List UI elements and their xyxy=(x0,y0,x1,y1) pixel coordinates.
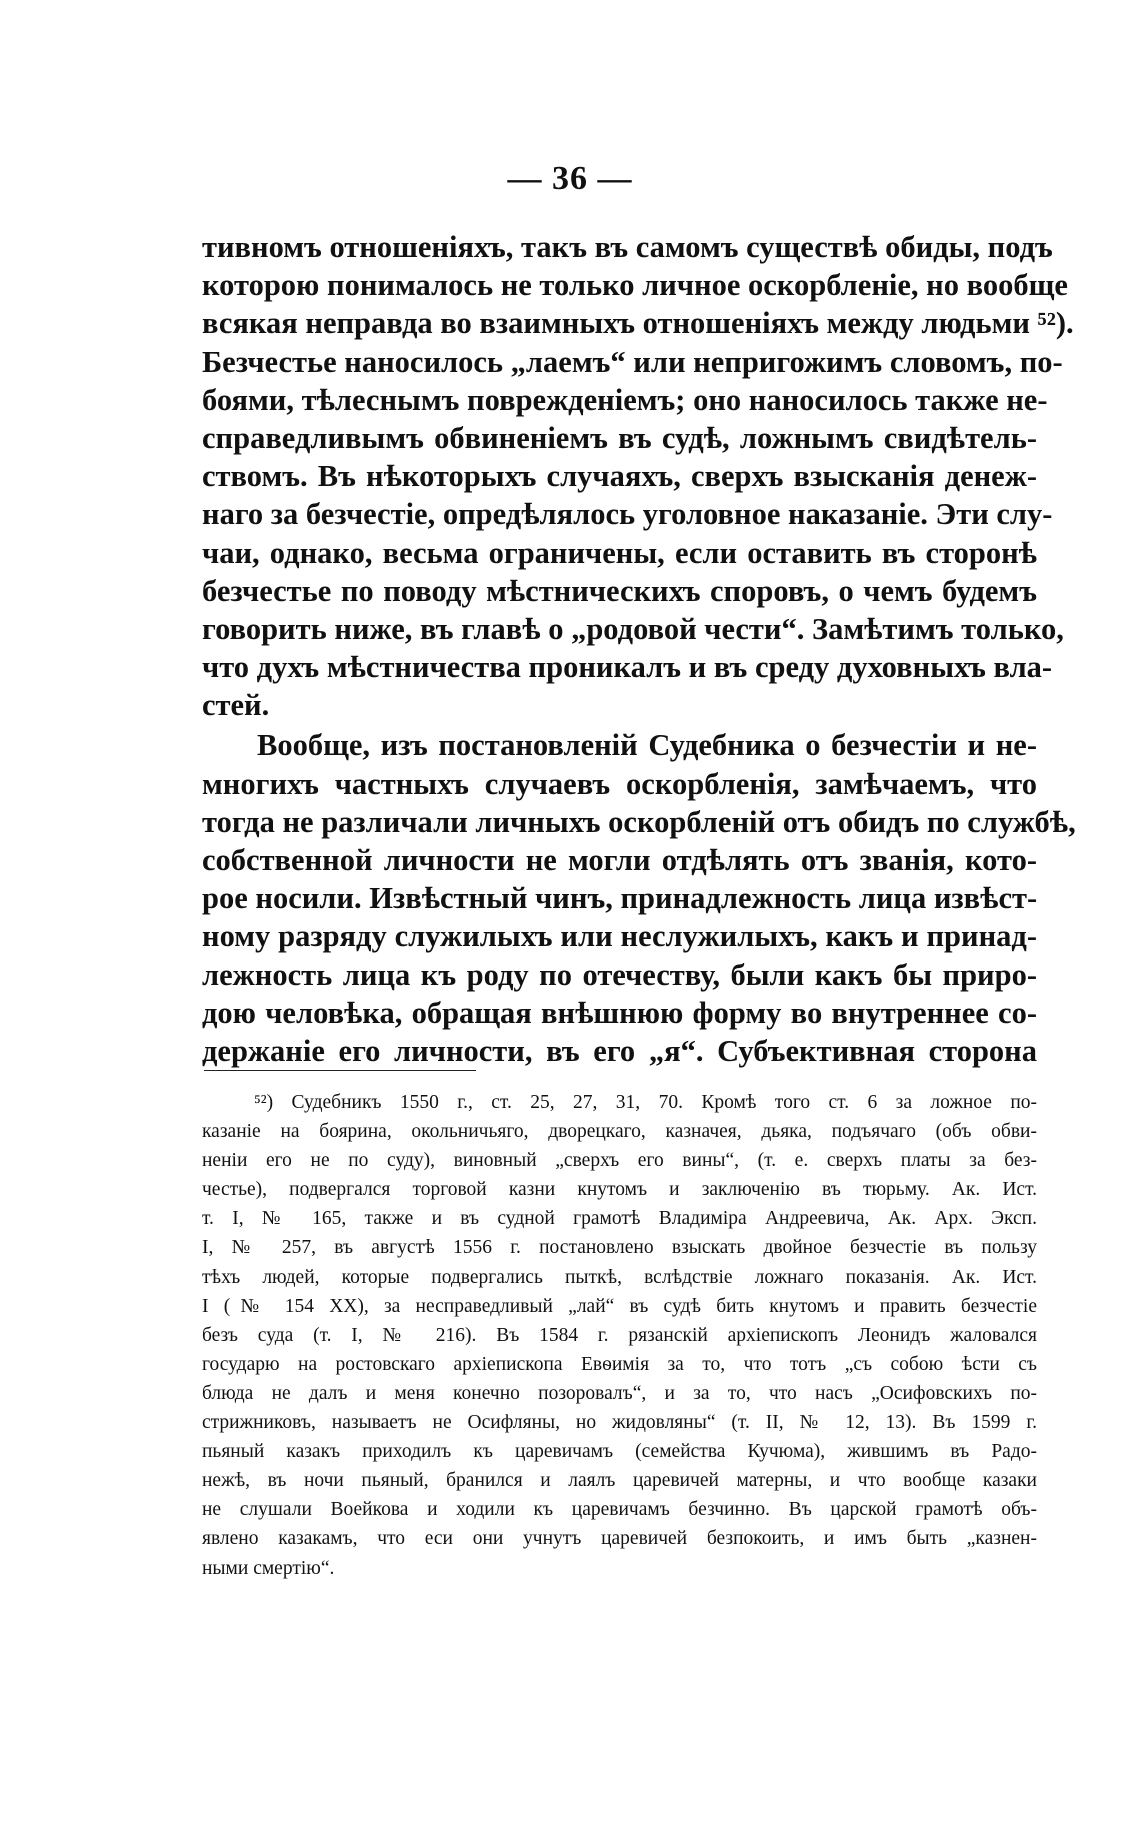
footnote-line: пьяный казакъ приходилъ къ царевичамъ (семейства Кучюма), жившимъ въ Радо- xyxy=(202,1441,1037,1463)
footnote-line: честье), подвергался торговой казни кнутомъ и заключенію въ тюрьму. Ак. Ист. xyxy=(202,1179,1037,1201)
text-line: Вообще, изъ постановленій Судебника о безчестіи и не- xyxy=(257,728,1037,763)
footnote-line: казаніе на боярина, окольничьяго, дворецкаго, казначея, дьяка, подъячаго (объ обви- xyxy=(202,1121,1037,1143)
text-line: ствомъ. Въ нѣкоторыхъ случаяхъ, сверхъ взысканія денеж- xyxy=(202,459,1037,494)
footnote-line: неніи его не по суду), виновный „сверхъ его вины“, (т. е. сверхъ платы за без- xyxy=(202,1150,1037,1172)
footnote-line: государю на ростовскаго архіепископа Евѳимія за то, что тотъ „съ собою ѣсти съ xyxy=(202,1353,1037,1375)
text-line: справедливымъ обвиненіемъ въ судѣ, ложнымъ свидѣтель- xyxy=(202,420,1037,455)
text-line: рое носили. Извѣстный чинъ, принадлежность лица извѣст- xyxy=(202,881,1038,916)
text-line: боями, тѣлеснымъ поврежденіемъ; оно наносилось также не- xyxy=(202,382,1048,417)
text-line: дою человѣка, обращая внѣшнюю форму во внутреннее со- xyxy=(202,995,1037,1030)
footnote-line: тѣхъ людей, которые подвергались пыткѣ, вслѣдствіе ложнаго показанія. Ак. Ист. xyxy=(202,1266,1037,1288)
text-line: собственной личности не могли отдѣлять отъ званія, кото- xyxy=(202,843,1037,877)
text-line: чаи, однако, весьма ограничены, если оставить въ сторонѣ xyxy=(202,535,1037,570)
text-line: стей. xyxy=(202,688,270,723)
footnote-line: стрижниковъ, называетъ не Осифляны, но жидовляны“ (т. II, № 12, 13). Въ 1599 г. xyxy=(202,1412,1037,1434)
text-line: безчестье по поводу мѣстническихъ споровъ, о чемъ будемъ xyxy=(202,573,1037,608)
text-line: Безчестье наносилось „лаемъ“ или непригожимъ словомъ, по- xyxy=(202,344,1063,379)
main-text xyxy=(202,228,1076,1070)
footnote-line: т. I, № 165, также и въ судной грамотѣ Владиміра Андреевича, Ак. Арх. Эксп. xyxy=(202,1208,1037,1230)
footnote-line: безъ суда (т. I, № 216). Въ 1584 г. рязанскій архіепископъ Леонидъ жаловался xyxy=(202,1324,1037,1346)
text-line: лежность лица къ роду по отечеству, были какъ бы приро- xyxy=(202,957,1037,992)
footnote-line: блюда не далъ и меня конечно позоровалъ“, и за то, что насъ „Осифовскихъ по- xyxy=(202,1382,1037,1404)
text-line: многихъ частныхъ случаевъ оскорбленія, замѣчаемъ, что xyxy=(202,766,1037,801)
text-line: всякая неправда во взаимныхъ отношеніяхъ между людьми ⁵²). xyxy=(202,306,1074,341)
footnote-line: ⁵²) Судебникъ 1550 г., ст. 25, 27, 31, 70. Кромѣ того ст. 6 за ложное по- xyxy=(254,1092,1037,1113)
footnote-line: I (№ 154 XX), за несправедливый „лай“ въ судѣ бить кнутомъ и править безчестіе xyxy=(202,1295,1037,1317)
text-line: тивномъ отношеніяхъ, такъ въ самомъ существѣ обиды, подъ xyxy=(202,230,1053,264)
footnote-line: явлено казакамъ, что еси они учнутъ царевичей безпокоить, и имъ быть „казнен- xyxy=(202,1528,1037,1550)
text-line: говорить ниже, въ главѣ о „родовой чести“. Замѣтимъ только, xyxy=(202,611,1064,646)
footnote-line: не слушали Воейкова и ходили къ царевичамъ безчинно. Въ царской грамотѣ объ- xyxy=(202,1499,1037,1521)
text-line: что духъ мѣстничества проникалъ и въ среду духовныхъ вла- xyxy=(202,650,1053,685)
footnote-line: нежѣ, въ ночи пьяный, бранился и лаялъ царевичей матерны, и что вообще казаки xyxy=(202,1470,1037,1492)
text-line: наго за безчестіе, опредѣлялось уголовное наказаніе. Эти слу- xyxy=(202,497,1053,532)
footnote xyxy=(202,1088,1037,1583)
text-line: которою понималось не только личное оскорбленіе, но вообще xyxy=(202,268,1068,303)
footnote-line: I, № 257, въ августѣ 1556 г. постановлено взыскать двойное безчестіе въ пользу xyxy=(202,1237,1037,1259)
text-line: держаніе его личности, въ его „я“. Субъективная сторона xyxy=(202,1033,1037,1068)
text-line: тогда не различали личныхъ оскорбленій отъ обидъ по службѣ, xyxy=(202,804,1076,839)
text-line: ному разряду служилыхъ или неслужилыхъ, какъ и принад- xyxy=(202,919,1037,954)
footnote-separator xyxy=(204,1070,476,1071)
page-number: — 36 — xyxy=(507,160,633,197)
footnote-line: ными смертію“. xyxy=(202,1557,335,1579)
